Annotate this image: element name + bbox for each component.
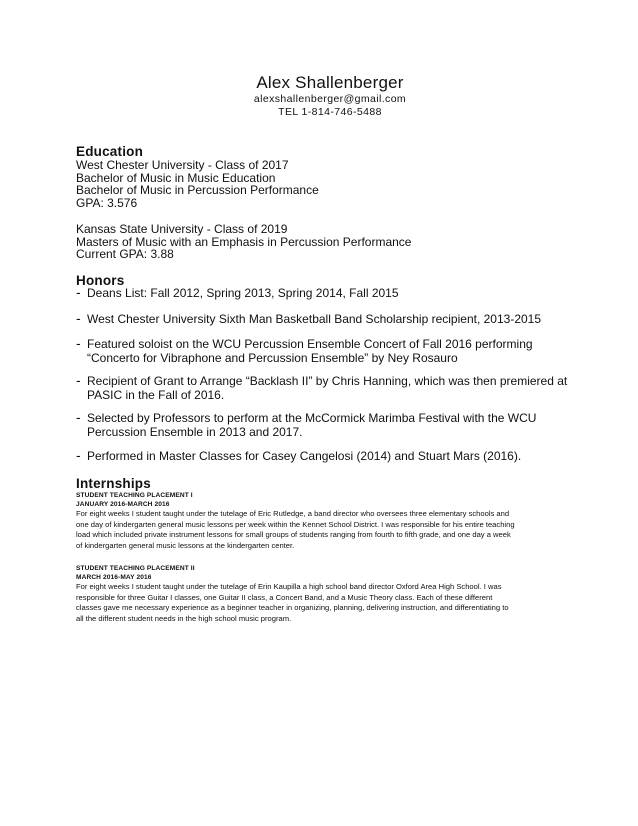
wcu-degree-2: Bachelor of Music in Percussion Performance [76, 183, 319, 197]
internship-dates: MARCH 2016-MAY 2016 [76, 573, 152, 581]
honor-line: Recipient of Grant to Arrange “Backlash II” by Chris Hanning, which was then premiered at [87, 374, 568, 388]
education-wcu [76, 159, 319, 209]
internship-line: For eight weeks I student taught under the tutelage of Eric Rutledge, a band director who oversees three elementary schools and [76, 509, 510, 518]
internship-dates: JANUARY 2016-MARCH 2016 [76, 500, 170, 508]
bullet-dash: - [76, 310, 81, 326]
honor-line: Featured soloist on the WCU Percussion Ensemble Concert of Fall 2016 performing [87, 337, 533, 351]
internship-line: responsible for three Guitar I classes, one Guitar II class, a Concert Band, and a Music Theory class. Each of these different [76, 592, 493, 602]
wcu-gpa: GPA: 3.576 [76, 195, 138, 210]
bullet-dash: - [76, 409, 81, 425]
internship-line: For eight weeks I student taught under the tutelage of Erin Kaupilla a high school band director Oxford Area High School. I was [76, 582, 502, 591]
ksu-school: Kansas State University - Class of 2019 [76, 222, 288, 236]
internship-line: one day of kindergarten general music lessons per week within the Kennet School District. I was responsible for his entire teaching [76, 519, 515, 529]
honor-item [76, 310, 542, 327]
honor-line: West Chester University Sixth Man Basketball Band Scholarship recipient, 2013-2015 [87, 312, 542, 326]
internships-heading: Internships [76, 476, 151, 491]
honor-line: Selected by Professors to perform at the McCormick Marimba Festival with the WCU [87, 411, 537, 425]
internship-title: STUDENT TEACHING PLACEMENT I [76, 492, 193, 499]
education-ksu [76, 223, 411, 261]
internship-entry [76, 565, 576, 624]
ksu-gpa: Current GPA: 3.88 [76, 247, 174, 261]
honor-line: Percussion Ensemble in 2013 and 2017. [87, 424, 303, 439]
wcu-degree-1: Bachelor of Music in Music Education [76, 170, 276, 185]
education-heading: Education [76, 144, 144, 159]
internship-line: classes gave me necessary experience as a beginner teacher in organizing, planning, delivering instruction, and differentiating to [76, 603, 509, 613]
honor-line: Deans List: Fall 2012, Spring 2013, Spring 2014, Fall 2015 [87, 286, 399, 300]
bullet-dash: - [76, 372, 81, 388]
internship-entry [76, 492, 576, 551]
phone-number: TEL 1-814-746-5488 [278, 106, 382, 118]
honor-item [76, 372, 568, 402]
internship-line: all the different student needs in the high school music program. [76, 613, 292, 623]
honors-heading: Honors [76, 273, 125, 288]
ksu-degree: Masters of Music with an Emphasis in Percussion Performance [76, 234, 412, 249]
wcu-school: West Chester University - Class of 2017 [76, 158, 289, 172]
honor-item [76, 335, 533, 365]
internship-line: load which included private instrument lessons for small groups of students ranging from fourth to fifth grade, and one day a week [76, 530, 511, 540]
honor-item [76, 409, 537, 439]
honor-line: PASIC in the Fall of 2016. [87, 387, 225, 402]
bullet-dash: - [76, 284, 81, 300]
applicant-name: Alex Shallenberger [256, 73, 404, 92]
bullet-dash: - [76, 335, 81, 351]
internship-line: of kindergarten general music lessons at the kindergarten center. [76, 540, 295, 550]
honor-line: “Concerto for Vibraphone and Percussion Ensemble” by Ney Rosauro [87, 350, 458, 365]
honor-item [76, 284, 399, 301]
honor-line: Performed in Master Classes for Casey Cangelosi (2014) and Stuart Mars (2016). [87, 449, 522, 463]
resume-header [0, 73, 638, 119]
bullet-dash: - [76, 447, 81, 463]
email-address: alexshallenberger@gmail.com [253, 93, 407, 105]
honor-item [76, 447, 522, 464]
internship-title: STUDENT TEACHING PLACEMENT II [76, 565, 195, 572]
